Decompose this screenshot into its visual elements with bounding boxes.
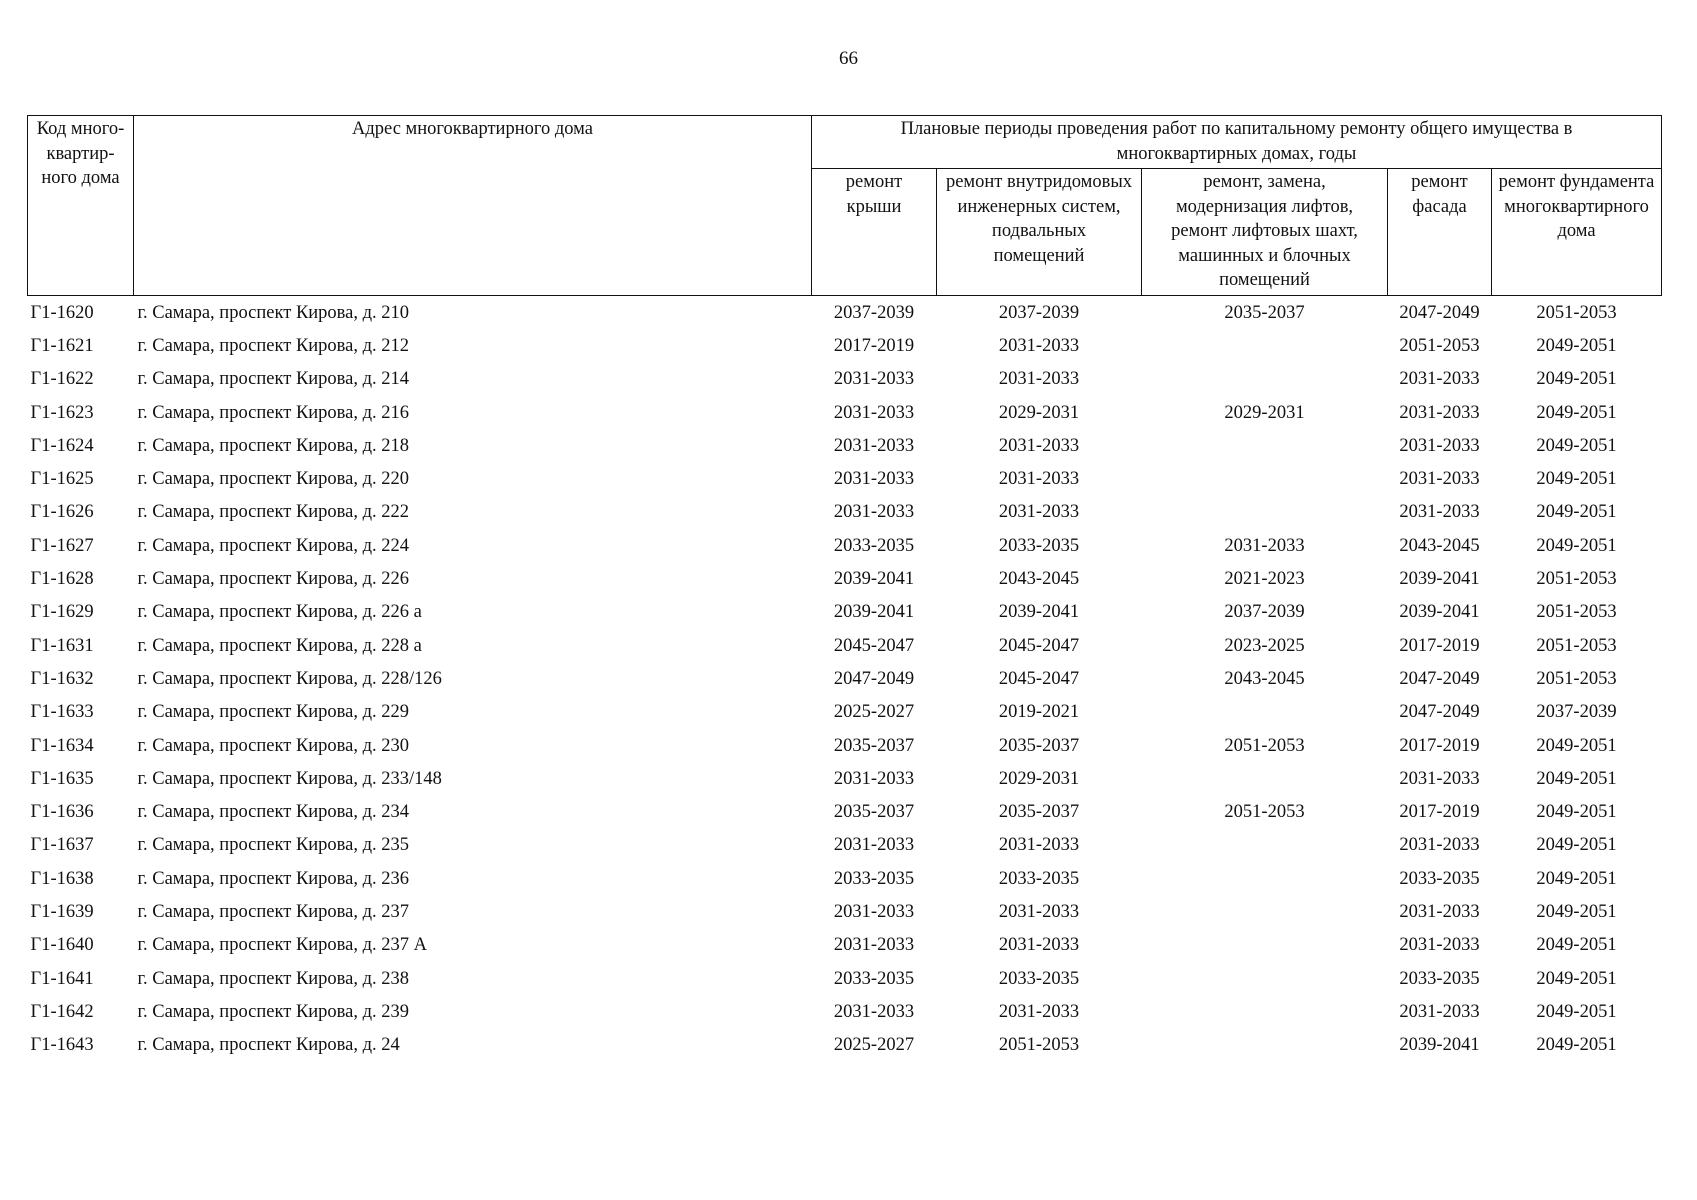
cell-address: г. Самара, проспект Кирова, д. 24 [137,1035,400,1056]
table-row [28,696,1662,729]
table-row [28,329,1662,362]
cell-lifts [1142,962,1388,995]
cell-foundation: 2049-2051 [1536,435,1617,456]
cell-code: Г1-1634 [30,735,94,756]
cell-facade: 2031-2033 [1399,369,1480,390]
cell-lifts [1142,696,1388,729]
cell-systems: 2031-2033 [998,435,1080,456]
cell-foundation: 2049-2051 [1536,735,1617,756]
table-row [28,962,1662,995]
cell-roof: 2039-2041 [833,602,915,623]
cell-address: г. Самара, проспект Кирова, д. 237 [137,901,410,922]
cell-systems: 2043-2045 [998,569,1080,590]
cell-roof: 2033-2035 [833,535,915,556]
cell-foundation: 2051-2053 [1536,602,1617,623]
cell-code: Г1-1642 [30,1001,94,1022]
cell-systems: 2031-2033 [998,469,1080,490]
cell-address: г. Самара, проспект Кирова, д. 234 [137,802,410,823]
table-row [28,795,1662,828]
cell-foundation: 2049-2051 [1536,1001,1617,1022]
cell-roof: 2025-2027 [833,1035,915,1056]
cell-address: г. Самара, проспект Кирова, д. 226 [137,569,410,590]
table-row [28,396,1662,429]
cell-roof: 2033-2035 [833,868,915,889]
table-row [28,1029,1662,1062]
cell-code: Г1-1632 [30,668,94,689]
cell-lifts: 2037-2039 [1224,602,1305,623]
cell-address: г. Самара, проспект Кирова, д. 237 А [137,935,428,956]
cell-roof: 2025-2027 [833,702,915,723]
cell-roof: 2039-2041 [833,569,915,590]
cell-systems: 2031-2033 [998,335,1080,356]
cell-facade: 2047-2049 [1399,668,1480,689]
table-row [28,895,1662,928]
cell-roof: 2035-2037 [833,735,915,756]
cell-lifts: 2043-2045 [1224,668,1305,689]
cell-address: г. Самара, проспект Кирова, д. 218 [137,435,410,456]
header-periods-group: Плановые периоды проведения работ по капитальному ремонту общего имущества в многоквартирных домах, годы [812,116,1662,169]
cell-systems: 2045-2047 [998,668,1080,689]
cell-facade: 2047-2049 [1399,302,1480,323]
cell-foundation: 2049-2051 [1536,1035,1617,1056]
cell-systems: 2031-2033 [998,369,1080,390]
cell-code: Г1-1624 [30,435,94,456]
cell-foundation: 2049-2051 [1536,402,1617,423]
header-systems: ремонт внутридомовых инженерных систем, подвальных помещений [937,169,1142,296]
cell-facade: 2031-2033 [1399,768,1480,789]
cell-roof: 2031-2033 [833,435,915,456]
cell-roof: 2031-2033 [833,469,915,490]
table-row [28,462,1662,495]
cell-lifts [1142,895,1388,928]
cell-lifts [1142,1029,1388,1062]
cell-facade: 2039-2041 [1399,602,1480,623]
cell-systems: 2033-2035 [998,968,1080,989]
cell-facade: 2043-2045 [1399,535,1480,556]
cell-foundation: 2049-2051 [1536,369,1617,390]
cell-systems: 2029-2031 [998,402,1080,423]
cell-systems: 2033-2035 [998,535,1080,556]
cell-systems: 2037-2039 [998,302,1080,323]
cell-foundation: 2049-2051 [1536,968,1617,989]
cell-facade: 2033-2035 [1399,868,1480,889]
table-row [28,662,1662,695]
table-row [28,829,1662,862]
cell-foundation: 2049-2051 [1536,802,1617,823]
cell-systems: 2051-2053 [998,1035,1080,1056]
cell-lifts [1142,496,1388,529]
cell-lifts [1142,363,1388,396]
cell-address: г. Самара, проспект Кирова, д. 224 [137,535,410,556]
cell-lifts: 2051-2053 [1224,802,1305,823]
cell-code: Г1-1643 [30,1035,94,1056]
cell-code: Г1-1635 [30,768,94,789]
cell-systems: 2033-2035 [998,868,1080,889]
cell-roof: 2031-2033 [833,935,915,956]
cell-facade: 2031-2033 [1399,1001,1480,1022]
cell-systems: 2031-2033 [998,1001,1080,1022]
cell-roof: 2031-2033 [833,502,915,523]
cell-foundation: 2049-2051 [1536,901,1617,922]
cell-code: Г1-1625 [30,469,94,490]
cell-systems: 2039-2041 [998,602,1080,623]
cell-roof: 2031-2033 [833,369,915,390]
cell-address: г. Самара, проспект Кирова, д. 228/126 [137,668,442,689]
table-body [28,296,1662,1062]
cell-facade: 2031-2033 [1399,402,1480,423]
table-row [28,429,1662,462]
table-row [28,729,1662,762]
table-row [28,862,1662,895]
cell-roof: 2031-2033 [833,1001,915,1022]
cell-facade: 2017-2019 [1399,735,1480,756]
table-row [28,496,1662,529]
cell-foundation: 2049-2051 [1536,469,1617,490]
cell-systems: 2035-2037 [998,802,1080,823]
cell-facade: 2017-2019 [1399,802,1480,823]
cell-facade: 2031-2033 [1399,435,1480,456]
cell-address: г. Самара, проспект Кирова, д. 238 [137,968,410,989]
cell-systems: 2029-2031 [998,768,1080,789]
table-row [28,296,1662,330]
cell-facade: 2031-2033 [1399,469,1480,490]
cell-lifts: 2021-2023 [1224,569,1305,590]
cell-facade: 2031-2033 [1399,901,1480,922]
cell-code: Г1-1626 [30,502,94,523]
table-row [28,995,1662,1028]
cell-lifts [1142,995,1388,1028]
cell-address: г. Самара, проспект Кирова, д. 228 а [137,635,422,656]
cell-lifts: 2031-2033 [1224,535,1305,556]
cell-address: г. Самара, проспект Кирова, д. 230 [137,735,410,756]
cell-address: г. Самара, проспект Кирова, д. 233/148 [137,768,442,789]
cell-address: г. Самара, проспект Кирова, д. 239 [137,1001,410,1022]
header-lifts: ремонт, замена, модернизация лифтов, ремонт лифтовых шахт, машинных и блочных помещений [1142,169,1388,296]
cell-roof: 2031-2033 [833,835,915,856]
cell-roof: 2017-2019 [833,335,915,356]
cell-code: Г1-1638 [30,868,94,889]
cell-facade: 2031-2033 [1399,835,1480,856]
table-row [28,562,1662,595]
cell-code: Г1-1639 [30,901,94,922]
cell-foundation: 2049-2051 [1536,935,1617,956]
table-row [28,762,1662,795]
cell-code: Г1-1633 [30,702,94,723]
cell-foundation: 2037-2039 [1536,702,1617,723]
cell-foundation: 2049-2051 [1536,535,1617,556]
page-number: 66 [839,48,858,69]
cell-code: Г1-1629 [30,602,94,623]
cell-address: г. Самара, проспект Кирова, д. 226 а [137,602,422,623]
cell-roof: 2035-2037 [833,802,915,823]
cell-address: г. Самара, проспект Кирова, д. 236 [137,868,410,889]
cell-lifts: 2029-2031 [1224,402,1305,423]
cell-lifts [1142,929,1388,962]
cell-code: Г1-1628 [30,569,94,590]
cell-roof: 2047-2049 [833,668,915,689]
cell-foundation: 2051-2053 [1536,302,1617,323]
cell-systems: 2045-2047 [998,635,1080,656]
cell-lifts [1142,429,1388,462]
header-address: Адрес многоквартирного дома [134,116,812,296]
cell-systems: 2035-2037 [998,735,1080,756]
cell-systems: 2031-2033 [998,901,1080,922]
cell-roof: 2031-2033 [833,768,915,789]
cell-facade: 2033-2035 [1399,968,1480,989]
cell-facade: 2031-2033 [1399,935,1480,956]
cell-code: Г1-1623 [30,402,94,423]
cell-systems: 2031-2033 [998,935,1080,956]
cell-systems: 2031-2033 [998,835,1080,856]
table-row [28,529,1662,562]
table-row [28,596,1662,629]
cell-lifts [1142,762,1388,795]
cell-lifts: 2051-2053 [1224,735,1305,756]
cell-roof: 2033-2035 [833,968,915,989]
cell-address: г. Самара, проспект Кирова, д. 220 [137,469,410,490]
cell-foundation: 2049-2051 [1536,502,1617,523]
cell-roof: 2045-2047 [833,635,915,656]
cell-roof: 2031-2033 [833,901,915,922]
cell-code: Г1-1637 [30,835,94,856]
cell-code: Г1-1627 [30,535,94,556]
cell-foundation: 2049-2051 [1536,835,1617,856]
cell-address: г. Самара, проспект Кирова, д. 210 [137,302,410,323]
cell-code: Г1-1640 [30,935,94,956]
capital-repair-table [27,115,1662,1062]
cell-code: Г1-1622 [30,369,94,390]
cell-facade: 2039-2041 [1399,1035,1480,1056]
cell-lifts: 2035-2037 [1224,302,1305,323]
cell-address: г. Самара, проспект Кирова, д. 222 [137,502,410,523]
cell-code: Г1-1620 [30,302,94,323]
cell-facade: 2017-2019 [1399,635,1480,656]
table-row [28,363,1662,396]
cell-lifts [1142,462,1388,495]
cell-address: г. Самара, проспект Кирова, д. 229 [137,702,410,723]
cell-foundation: 2051-2053 [1536,668,1617,689]
cell-code: Г1-1621 [30,335,94,356]
cell-roof: 2031-2033 [833,402,915,423]
header-facade: ремонт фасада [1388,169,1492,296]
cell-lifts [1142,329,1388,362]
cell-roof: 2037-2039 [833,302,915,323]
table-header [28,116,1662,296]
cell-address: г. Самара, проспект Кирова, д. 235 [137,835,410,856]
cell-foundation: 2049-2051 [1536,335,1617,356]
cell-foundation: 2051-2053 [1536,635,1617,656]
cell-systems: 2031-2033 [998,502,1080,523]
cell-facade: 2031-2033 [1399,502,1480,523]
cell-address: г. Самара, проспект Кирова, д. 212 [137,335,410,356]
cell-foundation: 2051-2053 [1536,569,1617,590]
cell-lifts [1142,862,1388,895]
cell-facade: 2039-2041 [1399,569,1480,590]
table-row [28,929,1662,962]
header-roof: ремонт крыши [812,169,937,296]
cell-foundation: 2049-2051 [1536,868,1617,889]
cell-facade: 2047-2049 [1399,702,1480,723]
cell-lifts: 2023-2025 [1224,635,1305,656]
header-foundation: ремонт фундамента многоквартирного дома [1492,169,1662,296]
cell-lifts [1142,829,1388,862]
cell-facade: 2051-2053 [1399,335,1480,356]
table-row [28,629,1662,662]
cell-code: Г1-1631 [30,635,94,656]
cell-systems: 2019-2021 [998,702,1080,723]
cell-address: г. Самара, проспект Кирова, д. 214 [137,369,410,390]
header-code: Код много-квартир-ного дома [28,116,134,296]
cell-foundation: 2049-2051 [1536,768,1617,789]
cell-address: г. Самара, проспект Кирова, д. 216 [137,402,410,423]
cell-code: Г1-1641 [30,968,94,989]
cell-code: Г1-1636 [30,802,94,823]
